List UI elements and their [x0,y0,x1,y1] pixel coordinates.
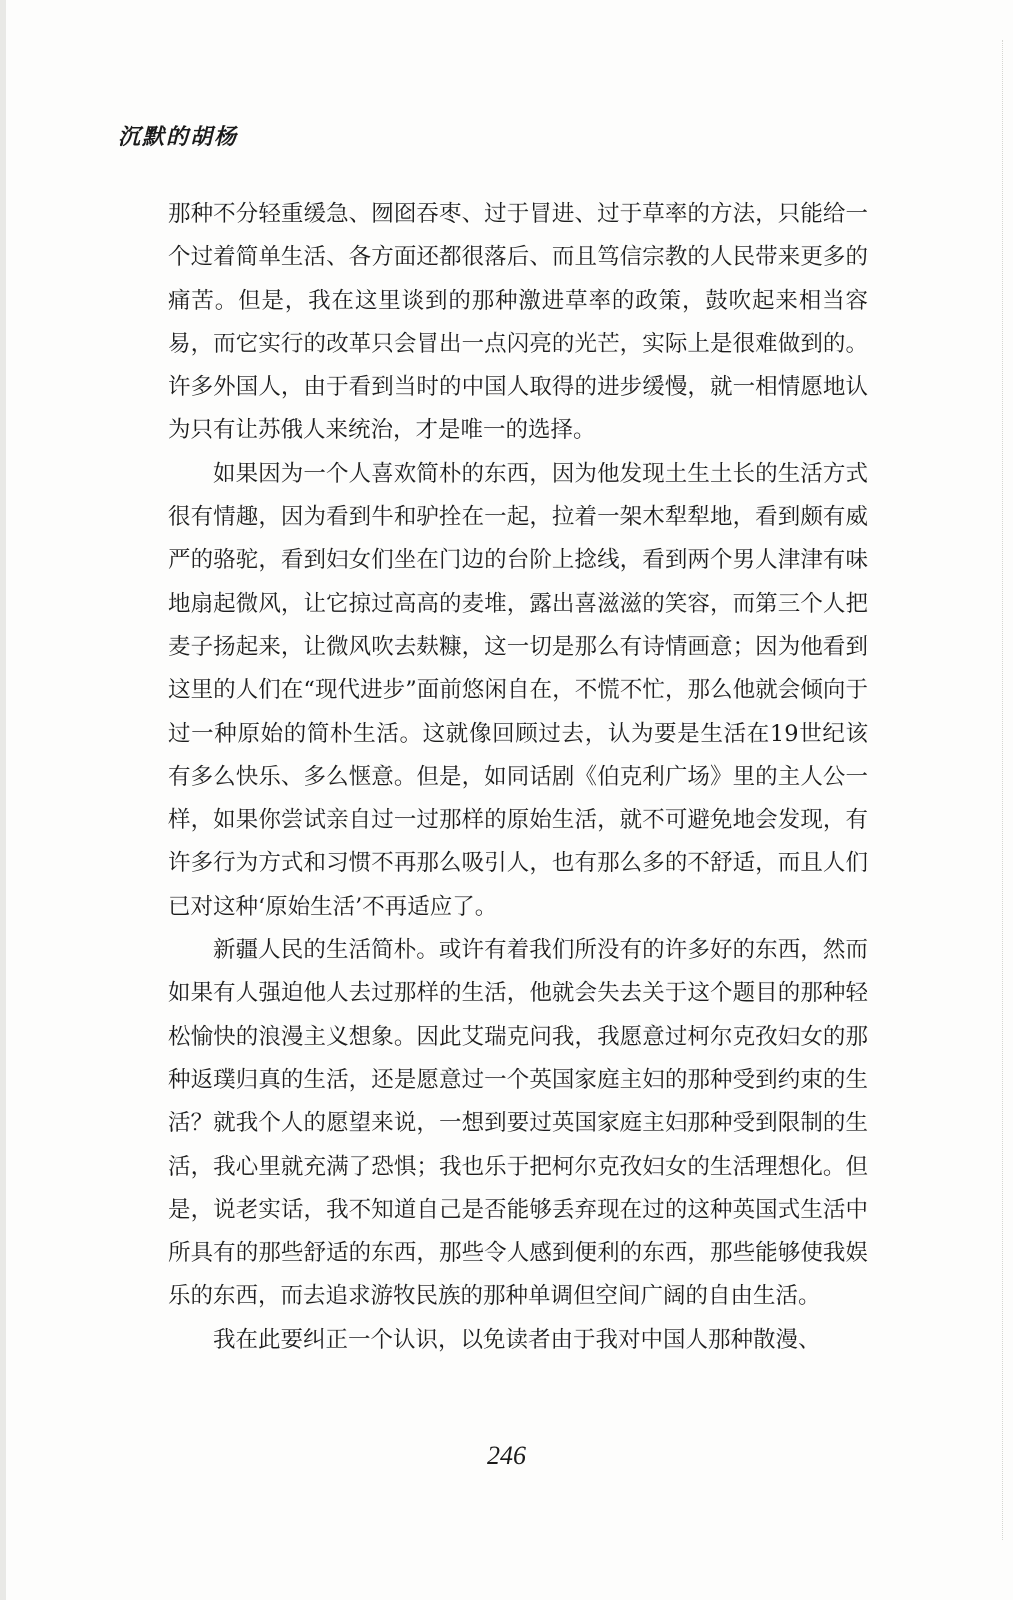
paragraph-1: 那种不分轻重缓急、囫囵吞枣、过于冒进、过于草率的方法，只能给一个过着简单生活、各方面还都很落后、而且笃信宗教的人民带来更多的痛苦。但是，我在这里谈到的那种激进草率的政策，鼓吹起来相当容易，而它实行的改革只会冒出一点闪亮的光芒，实际上是很难做到的。许多外国人，由于看到当时的中国人取得的进步缓慢，就一相情愿地认为只有让苏俄人来统治，才是唯一的选择。 [168,201,868,444]
running-head-title: 沉默的胡杨 [118,124,239,150]
page-number: 246 [487,1441,526,1470]
paragraph-4: 我在此要纠正一个认识，以免读者由于我对中国人那种散漫、 [213,1326,821,1353]
body-text [168,193,868,1362]
paragraph-2: 如果因为一个人喜欢简朴的东西，因为他发现土生土长的生活方式很有情趣，因为看到牛和驴拴在一起，拉着一架木犁犁地，看到颇有威严的骆驼，看到妇女们坐在门边的台阶上捻线，看到两个男人津津有味地扇起微风，让它掠过高高的麦堆，露出喜滋滋的笑容，而第三个人把麦子扬起来，让微风吹去麸糠，这一切是那么有诗情画意；因为他看到这里的人们在“现代进步”面前悠闲自在，不慌不忙，那么他就会倾向于过一种原始的简朴生活。这就像回顾过去，认为要是生活在19世纪该有多么快乐、多么惬意。但是，如同话剧《伯克利广场》里的主人公一样，如果你尝试亲自过一过那样的原始生活，就不可避免地会发现，有许多行为方式和习惯不再那么吸引人，也有那么多的不舒适，而且人们已对这种‘原始生活’不再适应了。 [168,460,868,920]
page-edge-speckle [1001,40,1003,1540]
page-gutter-shadow [0,0,6,1600]
paragraph-3: 新疆人民的生活简朴。或许有着我们所没有的许多好的东西，然而如果有人强迫他人去过那样的生活，他就会失去关于这个题目的那种轻松愉快的浪漫主义想象。因此艾瑞克问我，我愿意过柯尔克孜妇女的那种返璞归真的生活，还是愿意过一个英国家庭主妇的那种受到约束的生活？就我个人的愿望来说，一想到要过英国家庭主妇那种受到限制的生活，我心里就充满了恐惧；我也乐于把柯尔克孜妇女的生活理想化。但是，说老实话，我不知道自己是否能够丢弃现在过的这种英国式生活中所具有的那些舒适的东西，那些令人感到便利的东西，那些能够使我娱乐的东西，而去追求游牧民族的那种单调但空间广阔的自由生活。 [168,937,868,1310]
